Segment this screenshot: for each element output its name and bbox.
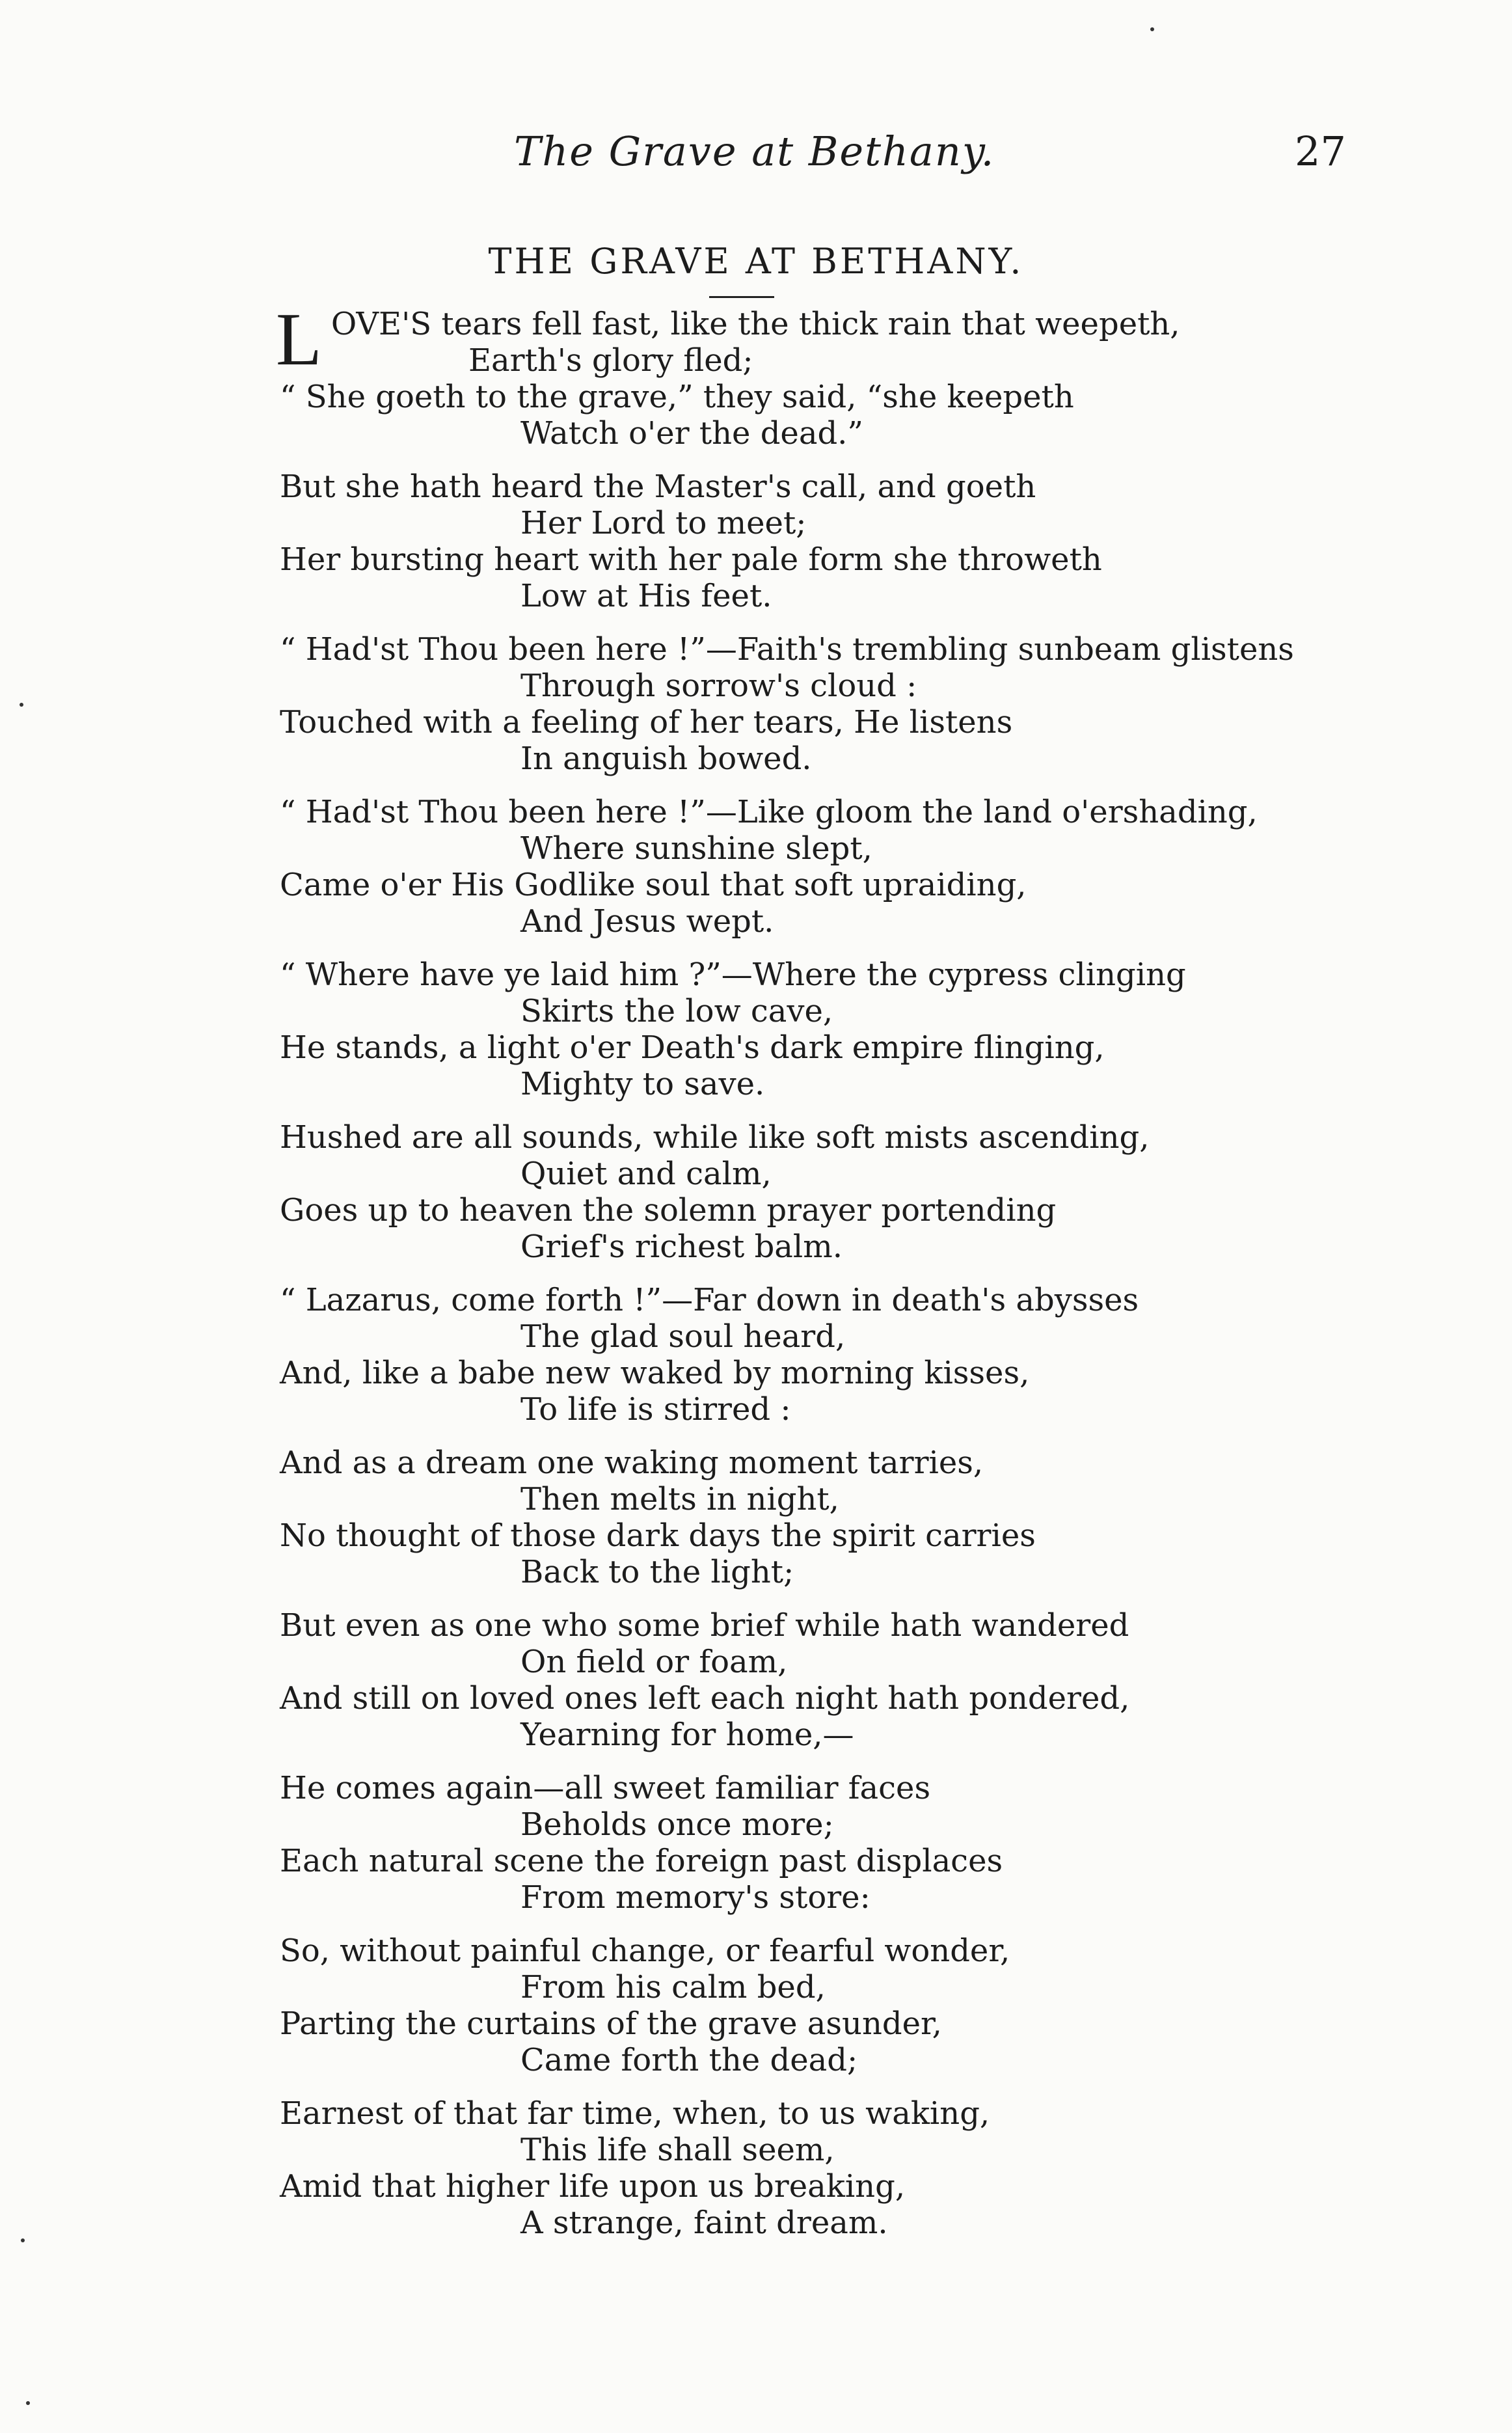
print-speck xyxy=(21,2238,25,2242)
poem-line: Touched with a feeling of her tears, He listens xyxy=(280,704,1013,741)
stanza-11 xyxy=(280,1933,1334,2078)
stanza-10 xyxy=(280,1770,1334,1916)
poem-line: This life shall seem, xyxy=(520,2132,835,2168)
poem-line: But she hath heard the Master's call, and goeth xyxy=(280,469,1036,505)
poem-line: Where sunshine slept, xyxy=(520,830,872,867)
poem-line: Parting the curtains of the grave asunder, xyxy=(280,2005,942,2042)
poem-line: From memory's store: xyxy=(520,1879,871,1916)
poem-line: “ She goeth to the grave,” they said, “she keepeth xyxy=(280,379,1074,415)
stanza-5 xyxy=(280,957,1334,1102)
poem-line: But even as one who some brief while hath wandered xyxy=(280,1607,1129,1644)
poem-line: Low at His feet. xyxy=(520,578,772,614)
stanza-7 xyxy=(280,1282,1334,1428)
poem-line: Her bursting heart with her pale form she throweth xyxy=(280,541,1102,578)
poem-line: He stands, a light o'er Death's dark empire flinging, xyxy=(280,1029,1105,1066)
poem-line: And as a dream one waking moment tarries, xyxy=(280,1445,984,1481)
stanza-12 xyxy=(280,2095,1334,2241)
print-speck xyxy=(1150,27,1154,31)
poem-line: So, without painful change, or fearful wonder, xyxy=(280,1933,1010,1969)
poem-line: Mighty to save. xyxy=(520,1066,765,1102)
poem-title: THE GRAVE AT BETHANY. xyxy=(488,241,1024,282)
poem-line: Earnest of that far time, when, to us waking, xyxy=(280,2095,990,2132)
poem-line: A strange, faint dream. xyxy=(520,2205,888,2241)
poem-line: And, like a babe new waked by morning kisses, xyxy=(280,1355,1030,1391)
title-rule xyxy=(709,296,774,298)
poem-line: Back to the light; xyxy=(520,1554,794,1590)
poem-line: Yearning for home,— xyxy=(520,1717,854,1753)
print-speck xyxy=(26,2401,30,2405)
poem-line: Goes up to heaven the solemn prayer portending xyxy=(280,1192,1057,1229)
running-header xyxy=(0,128,1512,180)
poem-line: Amid that higher life upon us breaking, xyxy=(280,2168,906,2205)
poem-line: No thought of those dark days the spirit carries xyxy=(280,1517,1036,1554)
stanza-2 xyxy=(280,469,1334,614)
poem-line: He comes again—all sweet familiar faces xyxy=(280,1770,931,1806)
poem-line: And Jesus wept. xyxy=(520,903,774,940)
poem-line: In anguish bowed. xyxy=(520,741,812,777)
poem-line: Through sorrow's cloud : xyxy=(520,668,917,704)
poem-line: “ Had'st Thou been here !”—Faith's trembling sunbeam glistens xyxy=(280,631,1294,668)
poem-line: And still on loved ones left each night hath pondered, xyxy=(280,1680,1130,1717)
poem-line: Each natural scene the foreign past displaces xyxy=(280,1843,1003,1879)
stanza-3 xyxy=(280,631,1334,777)
page-number: 27 xyxy=(1295,128,1346,175)
running-title: The Grave at Bethany. xyxy=(514,128,995,175)
drop-cap: L xyxy=(276,298,322,381)
stanza-1 xyxy=(276,298,1334,452)
poem-line: Her Lord to meet; xyxy=(520,505,807,541)
poem-line: “ Lazarus, come forth !”—Far down in death's abysses xyxy=(280,1282,1139,1318)
poem-line: From his calm bed, xyxy=(520,1969,826,2005)
poem-line: On field or foam, xyxy=(520,1644,788,1680)
stanza-9 xyxy=(280,1607,1334,1753)
poem-line: The glad soul heard, xyxy=(520,1318,846,1355)
poem-line: “ Where have ye laid him ?”—Where the cypress clinging xyxy=(280,957,1186,993)
poem-line: Came o'er His Godlike soul that soft upraiding, xyxy=(280,867,1027,903)
poem-line: Watch o'er the dead.” xyxy=(520,415,863,452)
print-speck xyxy=(20,703,23,707)
poem-line: Came forth the dead; xyxy=(520,2042,858,2078)
stanza-4 xyxy=(280,794,1334,940)
poem-line: “ Had'st Thou been here !”—Like gloom the land o'ershading, xyxy=(280,794,1258,830)
stanza-6 xyxy=(280,1119,1334,1265)
stanza-8 xyxy=(280,1445,1334,1590)
poem-line: Then melts in night, xyxy=(520,1481,839,1517)
poem-line: Beholds once more; xyxy=(520,1806,834,1843)
poem-line: Earth's glory fled; xyxy=(468,342,753,379)
poem-line: OVE'S tears fell fast, like the thick rain that weepeth, xyxy=(331,306,1180,342)
poem-line: To life is stirred : xyxy=(520,1391,791,1428)
poem-line: Skirts the low cave, xyxy=(520,993,833,1029)
poem-line: Grief's richest balm. xyxy=(520,1229,843,1265)
poem-line: Quiet and calm, xyxy=(520,1156,772,1192)
poem-line: Hushed are all sounds, while like soft mists ascending, xyxy=(280,1119,1150,1156)
